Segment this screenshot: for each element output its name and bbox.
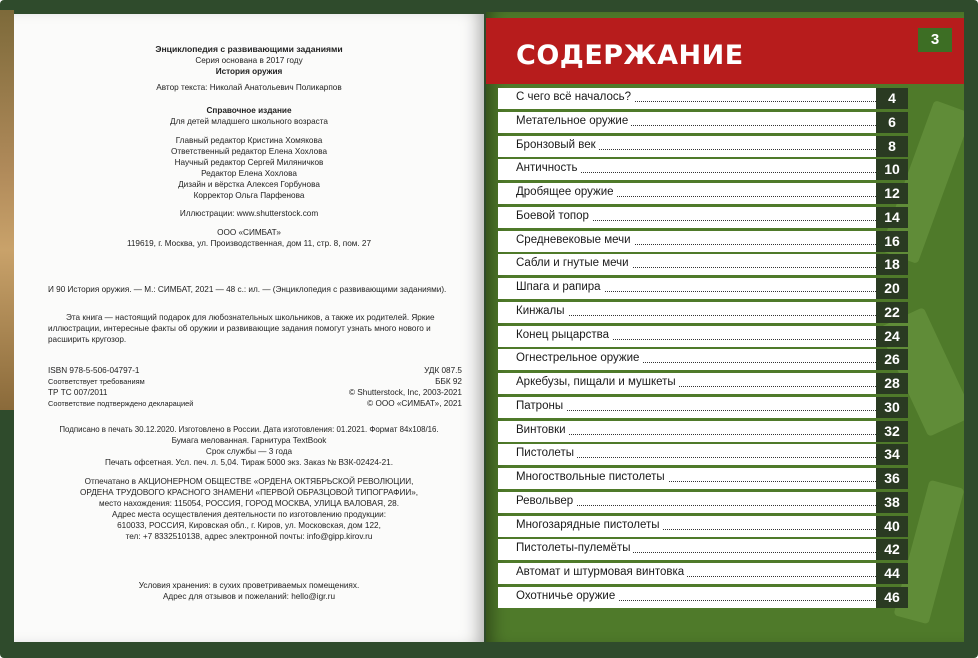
toc-entry-page-number: 22 (876, 302, 908, 323)
page-title: СОДЕРЖАНИЕ (516, 40, 744, 71)
toc-entry[interactable] (498, 349, 898, 370)
table-of-contents (498, 88, 898, 611)
conformity-line: Соответствует требованиям (48, 377, 145, 386)
credit-line: Дизайн и вёрстка Алексея Горбунова (178, 180, 320, 189)
toc-entry-page-number: 12 (876, 183, 908, 204)
toc-entry-page-number: 26 (876, 349, 908, 370)
toc-entry[interactable] (498, 112, 898, 133)
contents-header-band (486, 18, 964, 84)
series-title: Энциклопедия с развивающими заданиями (155, 44, 343, 54)
toc-entry-page-number: 44 (876, 563, 908, 584)
toc-entry[interactable] (498, 587, 898, 608)
toc-entry-title: Многозарядные пистолеты (516, 519, 663, 531)
toc-entry-title: Шпага и рапира (516, 281, 604, 293)
toc-entry-title: Сабли и гнутые мечи (516, 257, 632, 269)
toc-entry[interactable] (498, 159, 898, 180)
toc-entry[interactable] (498, 421, 898, 442)
edition-type: Справочное издание (206, 106, 292, 115)
book-title: История оружия (215, 67, 283, 76)
toc-entry-page-number: 36 (876, 468, 908, 489)
toc-entry-page-number: 18 (876, 254, 908, 275)
toc-entry[interactable] (498, 207, 898, 228)
catalog-line: И 90 История оружия. — М.: СИМБАТ, 2021 — 48 с.: ил. — (Энциклопедия с развивающими заданиями). (48, 285, 447, 294)
credit-line: Корректор Ольга Парфенова (193, 191, 305, 200)
toc-entry[interactable] (498, 563, 898, 584)
printer-info-line: место нахождения: 115054, РОССИЯ, ГОРОД МОСКВА, УЛИЦА ВАЛОВАЯ, 28. (98, 499, 399, 508)
toc-entry-page-number: 10 (876, 159, 908, 180)
audience: Для детей младшего школьного возраста (170, 117, 328, 126)
toc-entry-title: Метательное оружие (516, 115, 631, 127)
toc-entry[interactable] (498, 373, 898, 394)
toc-entry[interactable] (498, 444, 898, 465)
toc-entry-title: Дробящее оружие (516, 186, 617, 198)
toc-entry-page-number: 42 (876, 539, 908, 560)
publisher-address: 119619, г. Москва, ул. Производственная, дом 11, стр. 8, пом. 27 (126, 239, 372, 248)
storage-conditions: Условия хранения: в сухих проветриваемых помещениях. (138, 581, 360, 590)
toc-entry-title: Пистолеты (516, 447, 577, 459)
toc-entry-title: Патроны (516, 400, 566, 412)
toc-entry-page-number: 38 (876, 492, 908, 513)
leader-dots (516, 315, 876, 316)
toc-entry-page-number: 16 (876, 231, 908, 252)
toc-entry-page-number: 20 (876, 278, 908, 299)
toc-entry-title: Аркебузы, пищали и мушкеты (516, 376, 679, 388)
toc-entry[interactable] (498, 468, 898, 489)
conformity-line: Соответствие подтверждено декларацией (48, 399, 194, 408)
annotation-line: иллюстрации, интересные факты об оружии и развивающие задания помогут узнать много нового и (48, 324, 431, 333)
toc-entry[interactable] (498, 88, 898, 109)
printer-info-line: ОРДЕНА ТРУДОВОГО КРАСНОГО ЗНАМЕНИ «ПЕРВОЙ ОБРАЗЦОВОЙ ТИПОГРАФИИ», (79, 488, 419, 497)
toc-entry-page-number: 6 (876, 112, 908, 133)
credit-line: Главный редактор Кристина Хомякова (175, 136, 323, 145)
toc-entry[interactable] (498, 492, 898, 513)
bbk: ББК 92 (435, 377, 462, 386)
toc-entry-page-number: 32 (876, 421, 908, 442)
annotation-line: расширить кругозор. (48, 335, 127, 344)
printer-info-line: Отпечатано в АКЦИОНЕРНОМ ОБЩЕСТВЕ «ОРДЕНА ОКТЯБРЬСКОЙ РЕВОЛЮЦИИ, (84, 477, 414, 486)
author-line: Автор текста: Николай Анатольевич Поликарпов (156, 83, 342, 92)
toc-entry-page-number: 34 (876, 444, 908, 465)
toc-entry-title: С чего всё началось? (516, 91, 634, 103)
conformity-line: ТР ТС 007/2011 (48, 388, 108, 397)
toc-entry[interactable] (498, 326, 898, 347)
print-info-line: Подписано в печать 30.12.2020. Изготовлено в России. Дата изготовления: 01.2021. Формат 84х108/16. (59, 425, 439, 434)
series-founded: Серия основана в 2017 году (195, 56, 303, 65)
credit-line: Ответственный редактор Елена Хохлова (170, 147, 328, 156)
feedback-address: Адрес для отзывов и пожеланий: hello@igr.ru (162, 592, 336, 601)
page-number: 3 (918, 28, 952, 52)
toc-entry-title: Конец рыцарства (516, 329, 612, 341)
toc-entry-page-number: 8 (876, 136, 908, 157)
toc-entry-title: Бронзовый век (516, 139, 599, 151)
toc-entry[interactable] (498, 136, 898, 157)
print-info-line: Бумага мелованная. Гарнитура TextBook (171, 436, 327, 445)
toc-entry[interactable] (498, 302, 898, 323)
toc-entry-title: Револьвер (516, 495, 576, 507)
leader-dots (516, 434, 876, 435)
illustrations-credit: Иллюстрации: www.shutterstock.com (179, 209, 319, 218)
toc-entry[interactable] (498, 397, 898, 418)
toc-entry-page-number: 40 (876, 516, 908, 537)
printer-info-line: Адрес места осуществления деятельности по изготовлению продукции: (112, 510, 386, 519)
toc-entry-title: Многоствольные пистолеты (516, 471, 668, 483)
toc-entry[interactable] (498, 254, 898, 275)
printer-info-line: тел: +7 8332510138, адрес электронной почты: info@gipp.kirov.ru (125, 532, 373, 541)
toc-entry-page-number: 4 (876, 88, 908, 109)
toc-entry[interactable] (498, 539, 898, 560)
toc-entry-page-number: 46 (876, 587, 908, 608)
toc-entry[interactable] (498, 231, 898, 252)
toc-entry-title: Охотничье оружие (516, 590, 618, 602)
cover-image-strip (0, 10, 14, 410)
leader-dots (516, 410, 876, 411)
toc-entry[interactable] (498, 516, 898, 537)
isbn: ISBN 978-5-506-04797-1 (48, 366, 140, 375)
print-info-line: Срок службы — 3 года (205, 447, 293, 456)
imprint-page (14, 14, 484, 642)
toc-entry-title: Автомат и штурмовая винтовка (516, 566, 687, 578)
publisher-name: ООО «СИМБАТ» (217, 228, 281, 237)
annotation-line: Эта книга — настоящий подарок для любознательных школьников, а также их родителей. Яркие (66, 313, 435, 322)
toc-entry-title: Винтовки (516, 424, 569, 436)
copyright-line: © Shutterstock, Inc, 2003-2021 (349, 388, 462, 397)
print-info-line: Печать офсетная. Усл. печ. л. 5,04. Тираж 5000 экз. Заказ № ВЗК-02424-21. (104, 458, 393, 467)
toc-entry-title: Кинжалы (516, 305, 568, 317)
toc-entry-title: Средневековые мечи (516, 234, 634, 246)
toc-entry-page-number: 30 (876, 397, 908, 418)
toc-entry[interactable] (498, 183, 898, 204)
contents-page (486, 12, 964, 642)
toc-entry-title: Античность (516, 162, 580, 174)
copyright-line: © ООО «СИМБАТ», 2021 (367, 399, 462, 408)
printer-info-line: 610033, РОССИЯ, Кировская обл., г. Киров, ул. Московская, дом 122, (117, 521, 381, 530)
toc-entry-title: Пистолеты-пулемёты (516, 542, 633, 554)
credit-line: Научный редактор Сергей Миляничков (174, 158, 324, 167)
toc-entry-title: Боевой топор (516, 210, 592, 222)
toc-entry-page-number: 24 (876, 326, 908, 347)
toc-entry-title: Огнестрельное оружие (516, 352, 642, 364)
toc-entry-page-number: 28 (876, 373, 908, 394)
credit-line: Редактор Елена Хохлова (201, 169, 297, 178)
toc-entry[interactable] (498, 278, 898, 299)
udk: УДК 087.5 (424, 366, 462, 375)
toc-entry-page-number: 14 (876, 207, 908, 228)
